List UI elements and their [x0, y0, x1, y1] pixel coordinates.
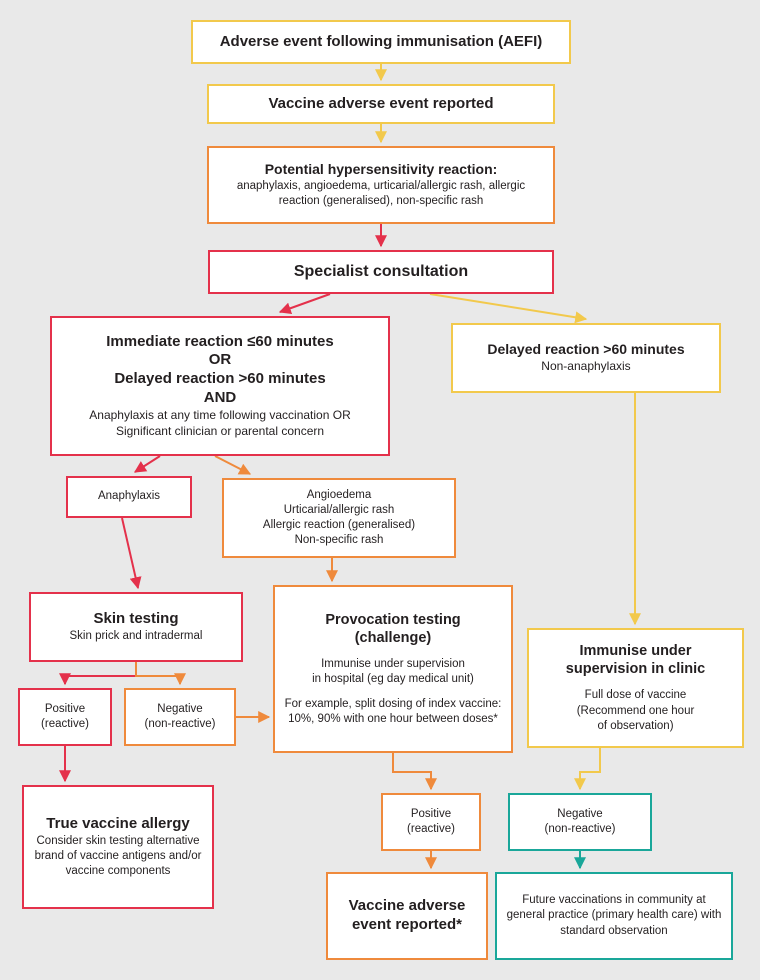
node-negative-challenge-line2: (non-reactive) — [544, 823, 616, 835]
node-negative-skin-line1: Negative — [157, 702, 203, 715]
node-immediate-line2: OR — [208, 351, 232, 369]
node-potential-hypersensitivity-reaction — [207, 146, 555, 224]
node-immunise-under-supervision-in-clinic — [527, 628, 744, 748]
node-negative-skin-test — [124, 688, 236, 746]
node-hypersensitivity-title: Potential hypersensitivity reaction: — [264, 161, 498, 178]
node-provocation-body2: in hospital (eg day medical unit) — [312, 672, 474, 685]
node-vaccine-adverse-event-reported — [207, 84, 555, 124]
node-provocation-title1: Provocation testing — [325, 611, 461, 628]
node-aefi — [191, 20, 571, 64]
node-immunise-clinic-body1: Full dose of vaccine — [584, 689, 687, 702]
node-delayed-title: Delayed reaction >60 minutes — [487, 341, 685, 358]
node-vaccine-adverse-event-reported-outcome — [326, 872, 488, 960]
node-delayed-body: Non-anaphylaxis — [541, 358, 631, 373]
node-immunise-clinic-body2: (Recommend one hour — [576, 704, 695, 717]
node-skin-testing-body: Skin prick and intradermal — [69, 629, 203, 642]
node-specialist-consultation — [208, 250, 554, 294]
node-immediate-or-delayed-reaction — [50, 316, 390, 456]
node-delayed-reaction — [451, 323, 721, 393]
node-positive-skin-line2: (reactive) — [41, 718, 89, 730]
node-immunise-clinic-title1: Immunise under — [579, 643, 692, 660]
node-immunise-clinic-body3: of observation) — [597, 719, 674, 732]
node-anaphylaxis — [66, 476, 192, 518]
node-immediate-line4: AND — [203, 388, 237, 406]
node-positive-skin-line1: Positive — [44, 702, 86, 715]
node-future-vaccinations-body: Future vaccinations in community at general practice (primary health care) with standard observation — [506, 894, 722, 937]
node-reported-title: Vaccine adverse event reported — [268, 94, 494, 112]
node-vae-outcome-title2: event reported* — [351, 916, 463, 933]
node-true-allergy-body: Consider skin testing alternative brand of vaccine antigens and/or vaccine components — [34, 834, 202, 877]
node-vae-outcome-title1: Vaccine adverse — [348, 897, 466, 915]
node-skin-testing — [29, 592, 243, 662]
node-provocation-title2: (challenge) — [354, 629, 432, 646]
node-positive-challenge-line1: Positive — [410, 807, 452, 820]
node-immediate-body1: Anaphylaxis at any time following vaccination OR — [89, 407, 351, 422]
node-specialist-title: Specialist consultation — [293, 263, 469, 280]
node-hypersensitivity-body: anaphylaxis, angioedema, urticarial/allergic rash, allergic reaction (generalised), non-specific rash — [236, 179, 526, 207]
node-future-vaccinations — [495, 872, 733, 960]
node-immediate-line3: Delayed reaction >60 minutes — [114, 370, 326, 388]
node-negative-skin-line2: (non-reactive) — [144, 718, 216, 730]
node-angioedema-line1: Angioedema — [306, 488, 372, 501]
node-anaphylaxis-label: Anaphylaxis — [97, 490, 160, 503]
node-angioedema-group — [222, 478, 456, 558]
node-negative-challenge-line1: Negative — [557, 807, 603, 820]
node-aefi-title: Adverse event following immunisation (AEFI) — [219, 32, 543, 50]
node-immediate-line1: Immediate reaction ≤60 minutes — [106, 332, 334, 350]
node-true-allergy-title: True vaccine allergy — [46, 814, 190, 832]
node-angioedema-line3: Allergic reaction (generalised) — [262, 519, 416, 531]
node-positive-challenge-line2: (reactive) — [407, 823, 455, 835]
node-angioedema-line4: Non-specific rash — [294, 534, 384, 547]
node-positive-skin-test — [18, 688, 112, 746]
node-provocation-testing — [273, 585, 513, 753]
node-positive-challenge — [381, 793, 481, 851]
node-skin-testing-title: Skin testing — [93, 610, 179, 628]
node-true-vaccine-allergy — [22, 785, 214, 909]
node-negative-challenge — [508, 793, 652, 851]
node-immunise-clinic-title2: supervision in clinic — [565, 661, 706, 678]
node-angioedema-line2: Urticarial/allergic rash — [283, 503, 395, 516]
node-provocation-body1: Immunise under supervision — [321, 657, 465, 670]
node-provocation-body3: For example, split dosing of index vaccine: 10%, 90% with one hour between doses* — [284, 698, 502, 726]
node-immediate-body2: Significant clinician or parental concern — [115, 423, 325, 438]
